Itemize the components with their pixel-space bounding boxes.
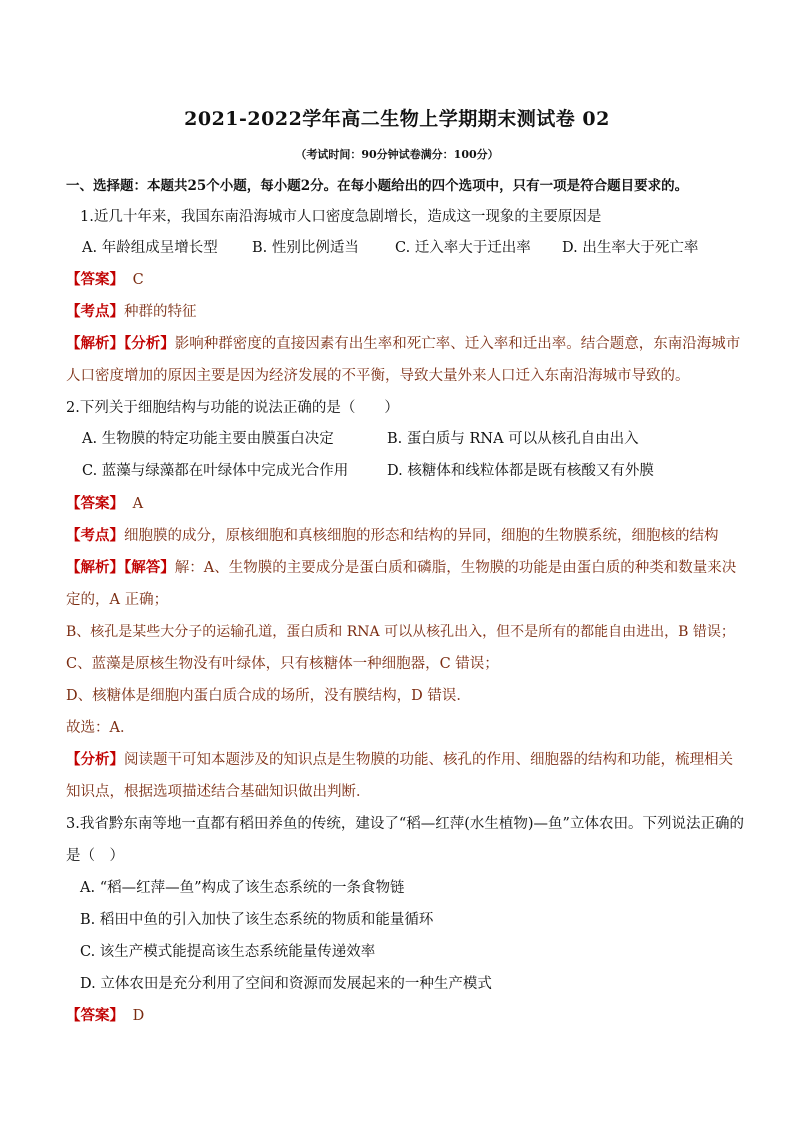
- q2-line-d: D、核糖体是细胞内蛋白质合成的场所，没有膜结构，D 错误．: [66, 688, 471, 704]
- q2-option-d: D. 核糖体和线粒体都是既有核酸又有外膜: [387, 463, 654, 479]
- q2-option-c: C. 蓝藻与绿藻都在叶绿体中完成光合作用: [82, 463, 349, 479]
- q2-choose: 故选：A．: [66, 720, 135, 736]
- q3-stem-line1: 3.我省黔东南等地一直都有稻田养鱼的传统，建设了“稻—红萍(水生植物)—鱼”立体农田。下列说法正确的: [66, 816, 744, 832]
- q2-answer: [66, 494, 143, 514]
- point-tag: 【考点】: [66, 527, 124, 544]
- q2-fenxi-line1: 阅读题干可知本题涉及的知识点是生物膜的功能、核孔的作用、细胞器的结构和功能，梳理相关: [124, 752, 733, 768]
- q1-answer: [66, 270, 144, 290]
- q2-option-b: B. 蛋白质与 RNA 可以从核孔自由出入: [387, 431, 639, 447]
- analysis-tag: 【解析】: [66, 335, 124, 352]
- q1-option-d: D. 出生率大于死亡率: [562, 240, 699, 256]
- q1-analysis: [66, 334, 740, 354]
- exam-info: （考试时间：90分钟试卷满分：100分）: [295, 148, 499, 161]
- q1-option-b: B. 性别比例适当: [252, 240, 359, 256]
- q3-option-a: A. “稻—红萍—鱼”构成了该生态系统的一条食物链: [80, 880, 405, 896]
- q1-point: [66, 302, 197, 322]
- section-heading: 一、选择题：本题共25个小题，每小题2分。在每小题给出的四个选项中，只有一项是符合题目要求的。: [66, 178, 689, 194]
- q2-answer-value: A: [132, 496, 144, 512]
- q2-analysis-line1: 解：A、生物膜的主要成分是蛋白质和磷脂，生物膜的功能是由蛋白质的种类和数量来决: [174, 560, 737, 576]
- q1-analysis-line2: 人口密度增加的原因主要是因为经济发展的不平衡，导致大量外来人口迁入东南沿海城市导致的。: [66, 368, 690, 384]
- q2-line-b: B、核孔是某些大分子的运输孔道，蛋白质和 RNA 可以从核孔出入，但不是所有的都能自由进出，B 错误；: [66, 624, 735, 640]
- answer-tag: 【答案】: [66, 271, 124, 288]
- q1-answer-value: C: [132, 272, 144, 288]
- fenxi-tag: 【分析】: [124, 335, 175, 352]
- q3-answer: [66, 1006, 144, 1026]
- q1-option-a: A. 年龄组成呈增长型: [82, 240, 218, 256]
- q3-option-b: B. 稻田中鱼的引入加快了该生态系统的物质和能量循环: [80, 912, 434, 928]
- q3-option-d: D. 立体农田是充分利用了空间和资源而发展起来的一种生产模式: [80, 976, 492, 992]
- q2-option-a: A. 生物膜的特定功能主要由膜蛋白决定: [82, 431, 334, 447]
- q2-line-c: C、蓝藻是原核生物没有叶绿体，只有核糖体一种细胞器，C 错误；: [66, 656, 499, 672]
- q1-analysis-line1: 影响种群密度的直接因素有出生率和死亡率、迁入率和迁出率。结合题意，东南沿海城市: [174, 336, 741, 352]
- q3-answer-value: D: [132, 1008, 145, 1024]
- fenxi-tag: 【分析】: [66, 751, 124, 768]
- page-title: 2021-2022学年高二生物上学期期末测试卷 02: [184, 108, 610, 130]
- answer-tag: 【答案】: [66, 495, 124, 512]
- q3-stem-line2: 是（ ）: [66, 848, 124, 864]
- q1-option-c: C. 迁入率大于迁出率: [395, 240, 531, 256]
- q2-point-text: 细胞膜的成分，原核细胞和真核细胞的形态和结构的异同，细胞的生物膜系统，细胞核的结构: [124, 528, 719, 544]
- q3-option-c: C. 该生产模式能提高该生态系统能量传递效率: [80, 944, 376, 960]
- q1-point-text: 种群的特征: [124, 304, 197, 320]
- point-tag: 【考点】: [66, 303, 124, 320]
- jieda-tag: 【解答】: [124, 559, 175, 576]
- q2-fenxi-line2: 知识点，根据选项描述结合基础知识做出判断．: [66, 784, 371, 800]
- q2-fenxi: [66, 750, 733, 770]
- q2-analysis-line2: 定的，A 正确；: [66, 592, 169, 608]
- answer-tag: 【答案】: [66, 1007, 124, 1024]
- q2-point: [66, 526, 719, 546]
- q2-stem: 2.下列关于细胞结构与功能的说法正确的是（ ）: [66, 400, 399, 416]
- analysis-tag: 【解析】: [66, 559, 124, 576]
- q1-stem: 1.近几十年来，我国东南沿海城市人口密度急剧增长，造成这一现象的主要原因是: [80, 209, 602, 225]
- q2-analysis: [66, 558, 736, 578]
